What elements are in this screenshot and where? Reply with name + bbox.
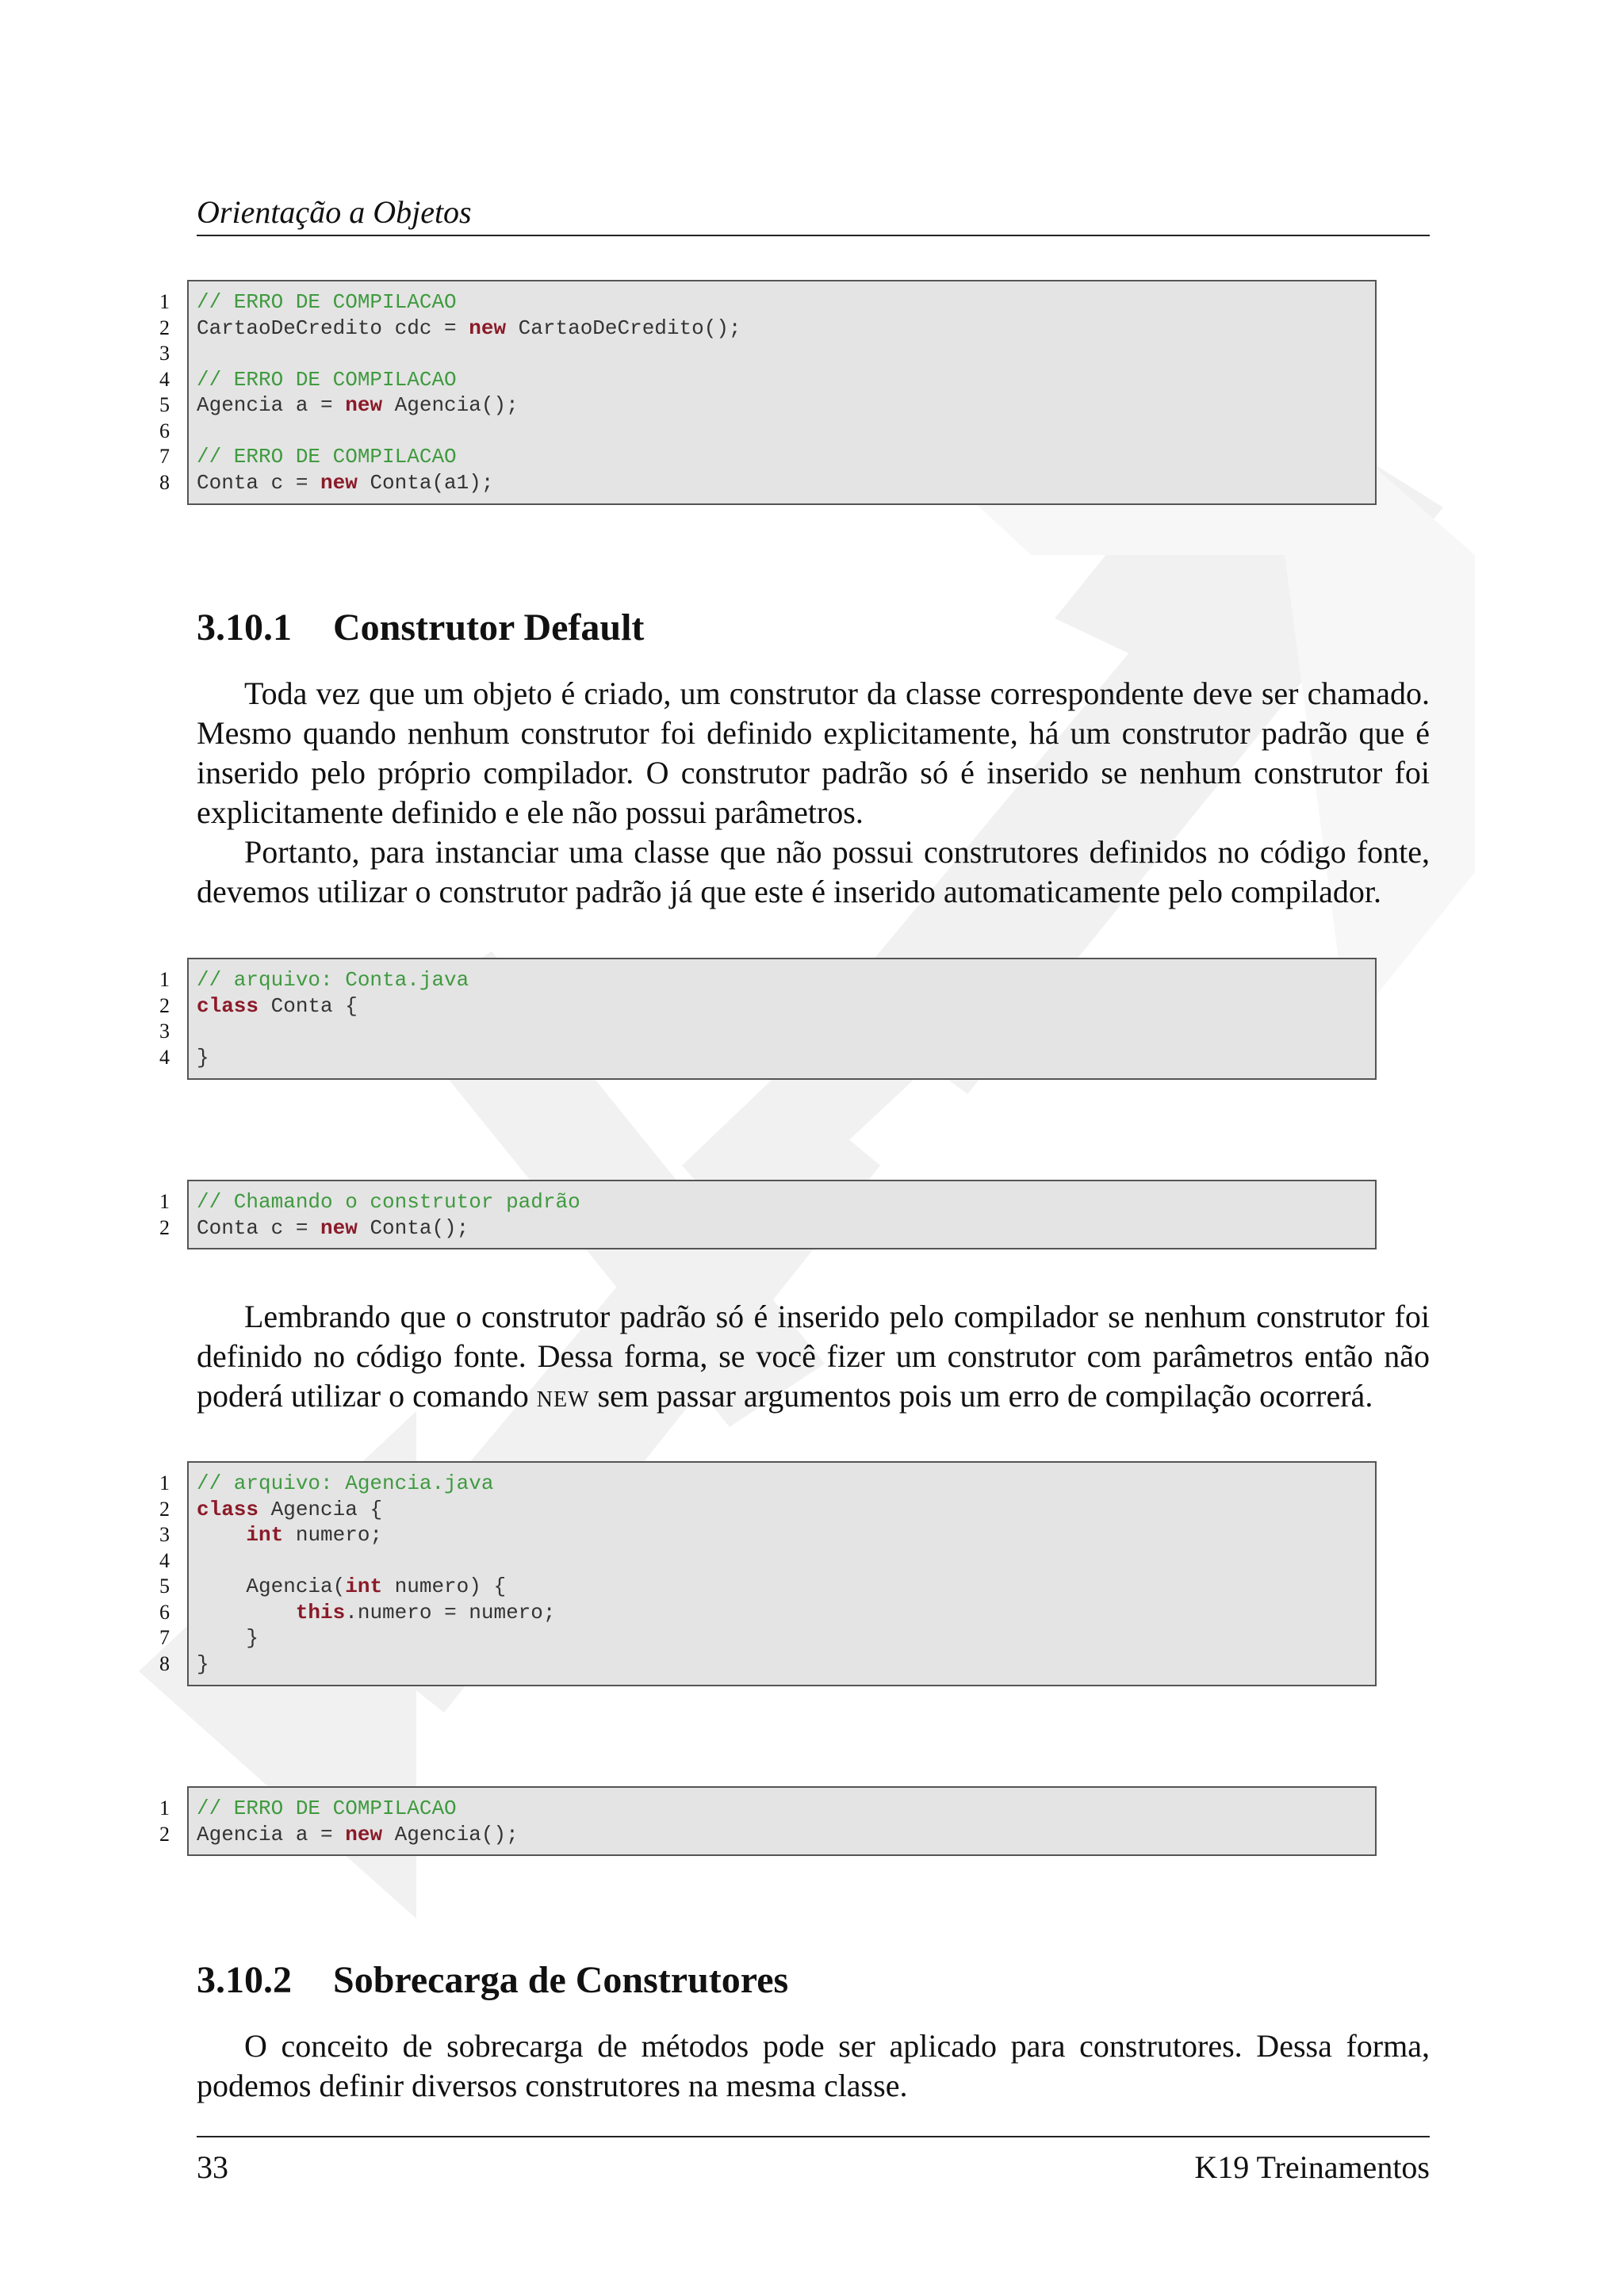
section-title: Construtor Default [333,607,645,649]
code-line [197,367,741,393]
section-number: 3.10.2 [197,1959,292,2001]
code-text: Agencia { [259,1497,383,1521]
code-text: Conta { [259,993,358,1018]
code-comment: // ERRO DE COMPILACAO [197,367,457,392]
code-line [197,470,741,496]
code-text: Agencia(); [382,1822,519,1846]
code-text: Conta c = [197,1215,321,1240]
code-line [197,1600,556,1626]
code-text: } [197,1045,209,1070]
code-keyword: class [197,993,259,1018]
code-line [197,419,741,445]
paragraph-constructor-overloading: O conceito de sobrecarga de métodos pode ser aplicado para construtores. Dessa forma, podemos definir diversos construtores na mesma classe. [197,2028,1430,2103]
code-keyword: new [320,1215,358,1240]
keyword-new: new [536,1378,590,1414]
code-line [197,289,741,316]
code-line [197,967,469,993]
code-lines [197,1796,519,1847]
code-lines [197,1471,556,1677]
code-text [197,1523,246,1547]
code-line [197,1651,556,1678]
code-line [197,1625,556,1651]
page-number: 33 [197,2149,228,2185]
code-line [197,1574,556,1600]
code-keyword: int [345,1575,383,1598]
code-text: .numero = numero; [345,1600,556,1624]
code-text: Conta(); [357,1215,469,1240]
code-text: Agencia a = [197,1822,346,1846]
code-lines [197,289,741,496]
code-comment: // ERRO DE COMPILACAO [197,1797,457,1820]
code-comment: // arquivo: Conta.java [197,968,469,992]
code-text: Conta(a1); [357,470,494,495]
paragraph-default-constructor: Toda vez que um objeto é criado, um construtor da classe correspondente deve ser chamado. Mesmo quando nenhum construtor foi definido explicitamente, há um construtor padrão que é inserido pelo próprio compilador. O construtor padrão só é inserido se nenhum construtor foi explicitamente definido e ele não possui parâmetros. [197,675,1430,830]
code-lines [197,967,469,1070]
footer-brand: K19 Treinamentos [1194,2149,1430,2185]
code-keyword: new [320,470,358,495]
code-line [197,444,741,470]
paragraph-new-without-args: Lembrando que o construtor padrão só é inserido pelo compilador se nenhum construtor foi definido no código fonte. Dessa forma, se você fizer um construtor com parâmetros então não poderá utilizar o comando new sem passar argumentos pois um erro de compilação ocorrerá. [197,1299,1430,1414]
code-text: numero; [283,1523,383,1547]
section-title: Sobrecarga de Construtores [333,1959,789,2001]
section-heading-constructor-default [197,604,644,652]
code-text: } [197,1626,259,1650]
code-line [197,1471,556,1497]
code-block-compile-errors: 1 2 3 4 5 6 7 8 // ERRO DE COMPILACAO CartaoDeCredito cdc = new CartaoDeCredito(); // ERRO DE COMPILACAO Agencia a = new Agencia(); // ERRO DE COMPILACAO Conta c = new Conta(a1); [155,280,1377,505]
code-line [197,1796,519,1822]
code-text: Agencia a = [197,393,346,417]
code-text [197,1601,296,1624]
code-text: Agencia(); [382,393,519,417]
code-block-agencia-class: 1 2 3 4 5 6 7 8 // arquivo: Agencia.java class Agencia { int numero; Agencia(int numero) { this.numero = numero; } } [155,1461,1377,1686]
code-block-call-default-constructor: 1 2 // Chamando o construtor padrão Conta c = new Conta(); [155,1180,1377,1249]
code-line [197,392,741,419]
code-text: Agencia( [197,1575,346,1598]
code-block-agencia-compile-error: 1 2 // ERRO DE COMPILACAO Agencia a = new Agencia(); [155,1786,1377,1856]
code-comment: // ERRO DE COMPILACAO [197,290,457,314]
paragraph-instantiate-class: Portanto, para instanciar uma classe que não possui construtores definidos no código fonte, devemos utilizar o construtor padrão já que este é inserido automaticamente pelo compilador. [197,834,1430,909]
code-comment: // arquivo: Agencia.java [197,1471,494,1495]
code-line [197,316,741,342]
code-line [197,1019,469,1045]
code-line [197,1548,556,1575]
code-keyword: class [197,1497,259,1521]
code-line [197,1215,580,1242]
code-line [197,1189,580,1215]
code-line [197,1522,556,1548]
code-text: CartaoDeCredito cdc = [197,316,469,340]
code-lines [197,1189,580,1241]
code-text: Conta c = [197,470,321,495]
code-line [197,1822,519,1848]
code-line [197,993,469,1020]
section-heading-constructor-overloading [197,1957,788,2004]
code-text: CartaoDeCredito(); [506,316,741,340]
code-keyword: int [246,1523,284,1547]
code-keyword: new [345,1822,383,1846]
code-line [197,341,741,367]
code-block-conta-class: 1 2 3 4 // arquivo: Conta.java class Conta { } [155,958,1377,1080]
code-text: numero) { [382,1575,507,1598]
code-line [197,1045,469,1071]
code-keyword: new [345,393,383,417]
code-keyword: new [469,316,507,340]
running-head: Orientação a Objetos [197,190,1430,236]
section-number: 3.10.1 [197,607,292,649]
code-comment: // Chamando o construtor padrão [197,1190,580,1214]
page-footer [197,2136,1430,2185]
code-comment: // ERRO DE COMPILACAO [197,445,457,469]
code-keyword: this [295,1600,346,1624]
code-text: } [197,1651,209,1676]
code-line [197,1497,556,1523]
